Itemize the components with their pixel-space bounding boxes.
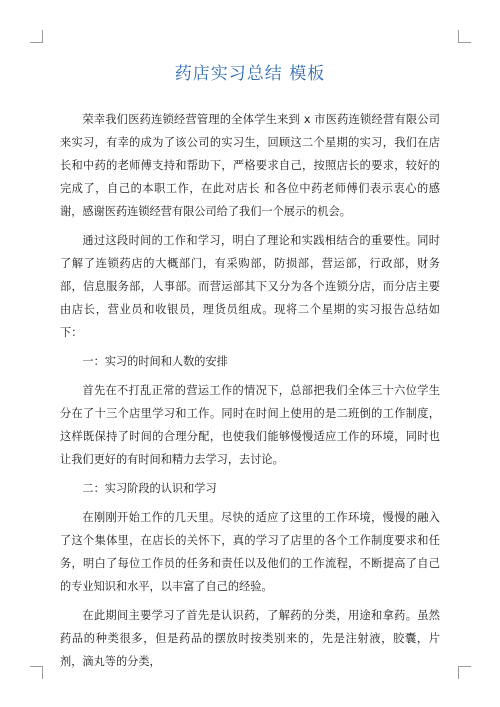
document-title: 药店实习总结 模板	[174, 64, 326, 84]
paragraph-time-arrangement: 首先在不打乱正常的营运工作的情况下，总部把我们全体三十六位学生分在了十三个店里学习和工作。同时在时间上使用的是二班倒的工作制度，这样既保持了时间的合理分配，也使我们能够慢慢适应工作的环境，同时也让我们更好的有时间和精力去学习，去讨论。	[60, 384, 440, 466]
crop-mark-top-left	[30, 30, 43, 43]
section-heading-time-arrangement: 一：实习的时间和人数的安排	[82, 355, 228, 368]
document-body	[60, 108, 440, 679]
paragraph-overview: 通过这段时间的工作和学习，明白了理论和实践相结合的重要性。同时了解了连锁药店的大概部门，有采购部，防损部，营运部，行政部，财务部，信息服务部，人事部。而营运部其下又分为各个连锁分店，而分店主要由店长，营业员和收银员，理货员组成。现将二个星期的实习报告总结如下：	[60, 234, 440, 339]
crop-mark-top-right	[458, 30, 471, 43]
crop-mark-bottom-right	[458, 666, 471, 679]
paragraph-learning-drugs: 在此期间主要学习了首先是认识药，了解药的分类，用途和拿药。虽然药品的种类很多，但是药品的摆放时按类别来的，先是注射液，胶囊，片剂，滴丸等的分类，	[60, 609, 440, 668]
section-heading-learning: 二：实习阶段的认识和学习	[82, 482, 217, 495]
paragraph-learning-first-days: 在刚刚开始工作的几天里。尽快的适应了这里的工作环境，慢慢的融入了这个集体里，在店长的关怀下，真的学习了店里的各个工作制度要求和任务，明白了每位工作员的任务和责任以及他们的工作流程，不断提高了自己的专业知识和水平，以丰富了自己的经验。	[60, 511, 440, 593]
crop-mark-bottom-left	[30, 666, 43, 679]
paragraph-intro: 荣幸我们医药连锁经营管理的全体学生来到 x 市医药连锁经营有限公司来实习，有幸的成为了该公司的实习生，回顾这二个星期的实习，我们在店长和中药的老师傅支持和帮助下，严格要求自己，按照店长的要求，较好的完成了，自己的本职工作，在此对店长 和各位中药老师傅们表示衷心的感谢，感谢医药连锁经营有限公司给了我们一个展示的机会。	[60, 113, 440, 218]
